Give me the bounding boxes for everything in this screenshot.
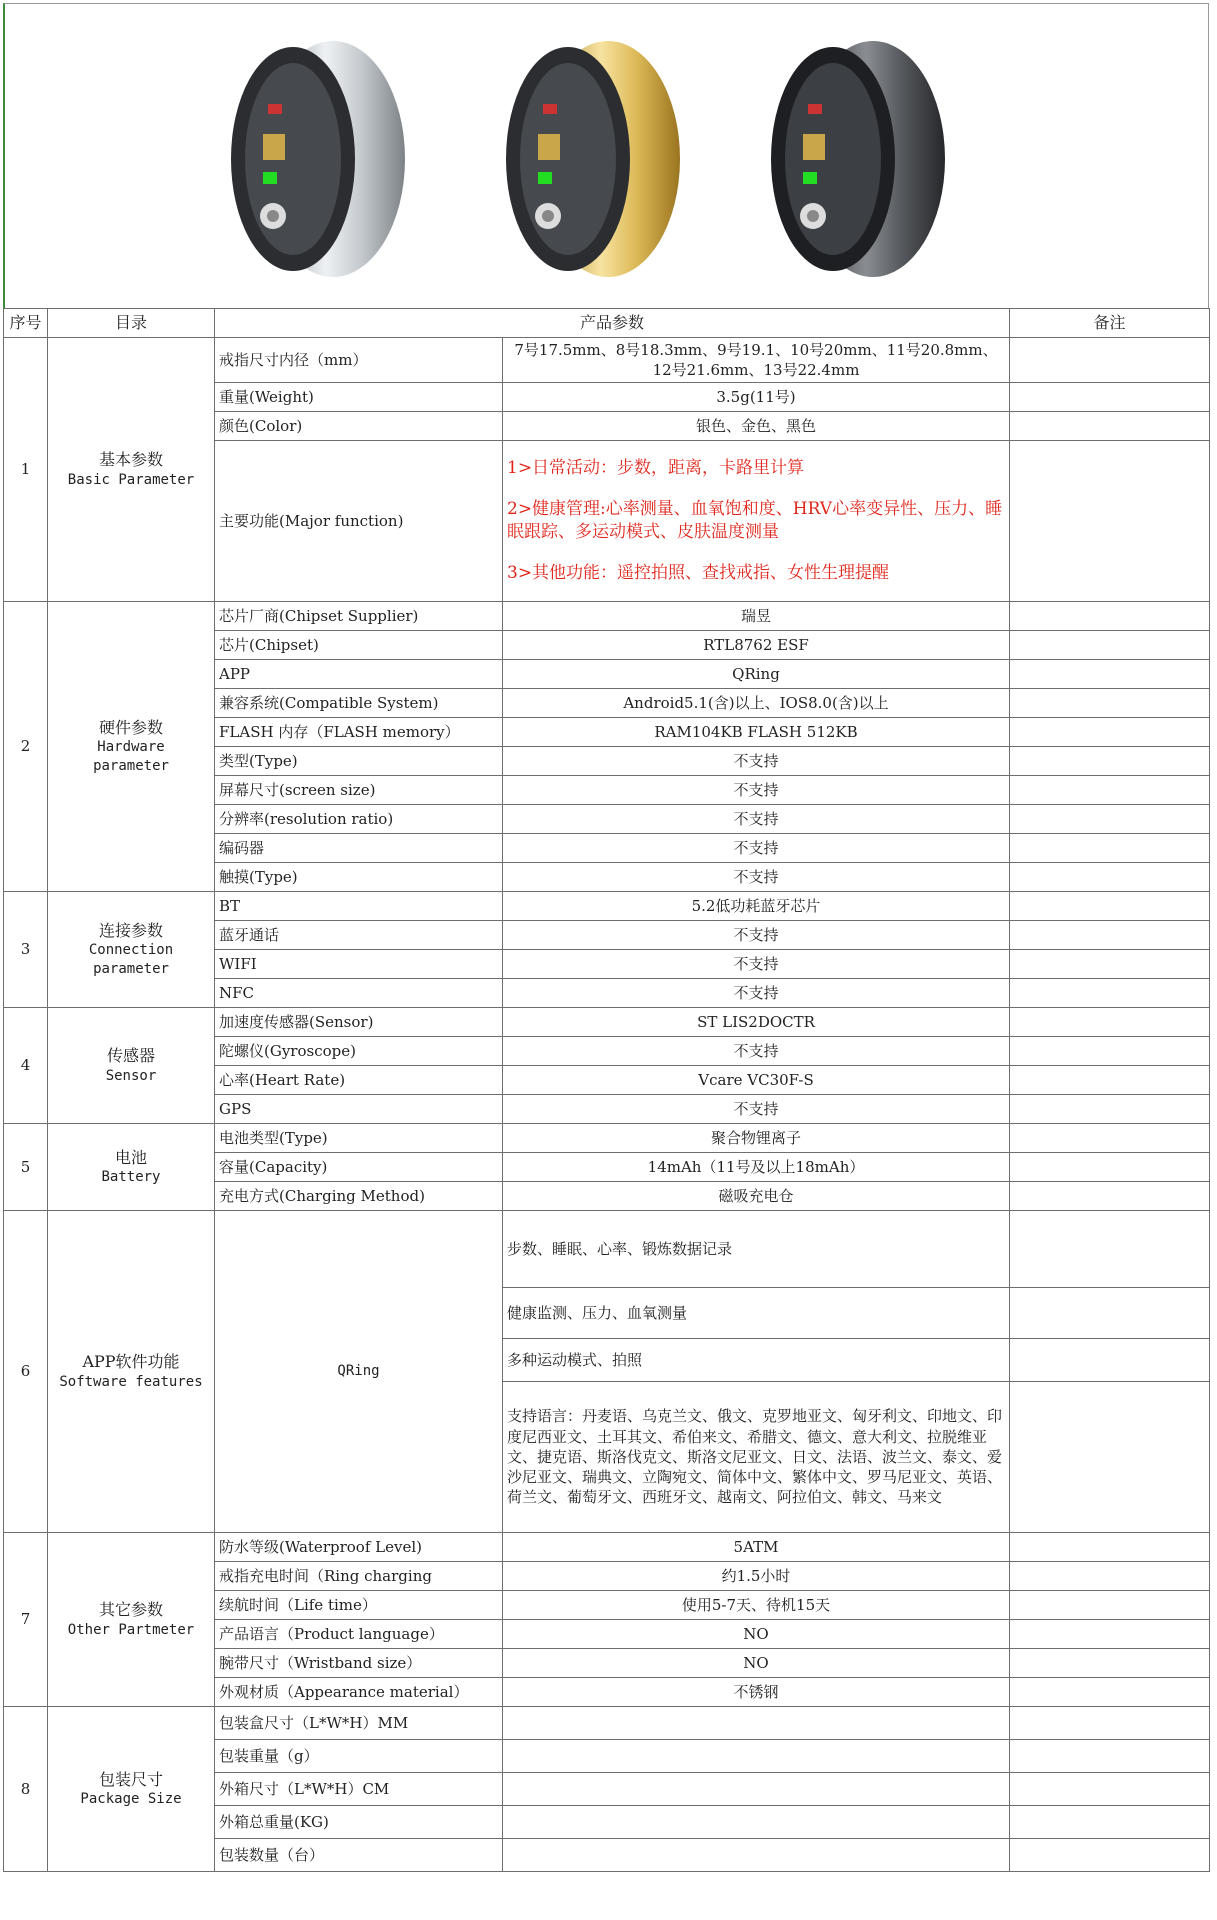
section-number: 1: [4, 338, 48, 602]
remark-cell: [1010, 1288, 1210, 1339]
section-category: [48, 892, 215, 1008]
param-name: 屏幕尺寸(screen size): [215, 776, 503, 805]
param-name: BT: [215, 892, 503, 921]
param-value: [503, 1707, 1010, 1740]
param-name: 加速度传感器(Sensor): [215, 1008, 503, 1037]
category-zh: 连接参数: [98, 920, 163, 940]
major-function-3: 3>其他功能：遥控拍照、查找戒指、女性生理提醒: [507, 562, 890, 583]
table-row: [4, 1533, 1210, 1562]
table-row: [4, 1124, 1210, 1153]
spec-sheet: [3, 3, 1209, 1915]
header-remarks: 备注: [1010, 309, 1210, 338]
remark-cell: [1010, 1124, 1210, 1153]
param-name: 产品语言（Product language）: [215, 1620, 503, 1649]
remark-cell: [1010, 383, 1210, 412]
remark-cell: [1010, 689, 1210, 718]
remark-cell: [1010, 1339, 1210, 1382]
black-ring-image: [763, 34, 948, 284]
param-name: 腕带尺寸（Wristband size）: [215, 1649, 503, 1678]
category-zh: APP软件功能: [82, 1352, 180, 1372]
gold-ring-image: [498, 34, 683, 284]
param-value: 3.5g(11号): [503, 383, 1010, 412]
param-value: 磁吸充电仓: [503, 1182, 1010, 1211]
param-value: 不支持: [503, 834, 1010, 863]
section-category: [48, 1533, 215, 1707]
param-name: 编码器: [215, 834, 503, 863]
category-en: Battery: [101, 1169, 161, 1186]
param-value: Android5.1(含)以上、IOS8.0(含)以上: [503, 689, 1010, 718]
param-name: FLASH 内存（FLASH memory）: [215, 718, 503, 747]
section-category: [48, 1211, 215, 1533]
param-name: 心率(Heart Rate): [215, 1066, 503, 1095]
param-value: 约1.5小时: [503, 1562, 1010, 1591]
param-name: 外箱总重量(KG): [215, 1806, 503, 1839]
param-value: 使用5-7天、待机15天: [503, 1591, 1010, 1620]
param-name: 芯片厂商(Chipset Supplier): [215, 602, 503, 631]
remark-cell: [1010, 441, 1210, 602]
param-value: 不支持: [503, 863, 1010, 892]
param-name: 戒指尺寸内径（mm）: [215, 338, 503, 383]
section-category: [48, 338, 215, 602]
section-category: [48, 1124, 215, 1211]
section-number: 2: [4, 602, 48, 892]
table-row: [4, 1211, 1210, 1288]
param-value: 7号17.5mm、8号18.3mm、9号19.1、10号20mm、11号20.8mm、12号21.6mm、13号22.4mm: [503, 338, 1010, 383]
param-value: [503, 1740, 1010, 1773]
param-name: APP: [215, 660, 503, 689]
category-en: Package Size: [80, 1791, 182, 1808]
remark-cell: [1010, 1153, 1210, 1182]
remark-cell: [1010, 631, 1210, 660]
remark-cell: [1010, 1839, 1210, 1872]
software-feature: 健康监测、压力、血氧测量: [503, 1288, 1010, 1339]
ring-silver-icon: [223, 34, 408, 284]
table-row: [4, 1008, 1210, 1037]
param-value: ST LIS2DOCTR: [503, 1008, 1010, 1037]
param-name: NFC: [215, 979, 503, 1008]
param-value: 不支持: [503, 747, 1010, 776]
remark-cell: [1010, 1533, 1210, 1562]
header-no: 序号: [4, 309, 48, 338]
remark-cell: [1010, 1806, 1210, 1839]
major-function-list: [503, 441, 1010, 602]
param-name: 重量(Weight): [215, 383, 503, 412]
param-value: RAM104KB FLASH 512KB: [503, 718, 1010, 747]
ring-black-icon: [763, 34, 948, 284]
ring-gold-icon: [498, 34, 683, 284]
remark-cell: [1010, 412, 1210, 441]
header-params: 产品参数: [215, 309, 1010, 338]
param-value: [503, 1839, 1010, 1872]
section-category: [48, 602, 215, 892]
section-number: 7: [4, 1533, 48, 1707]
param-value: 14mAh（11号及以上18mAh）: [503, 1153, 1010, 1182]
remark-cell: [1010, 1008, 1210, 1037]
category-zh: 电池: [114, 1147, 147, 1167]
remark-cell: [1010, 921, 1210, 950]
table-row: [4, 892, 1210, 921]
param-name: 包装重量（g）: [215, 1740, 503, 1773]
category-zh: 传感器: [106, 1046, 155, 1066]
remark-cell: [1010, 338, 1210, 383]
remark-cell: [1010, 805, 1210, 834]
category-en: Software features: [59, 1373, 203, 1390]
remark-cell: [1010, 1678, 1210, 1707]
remark-cell: [1010, 1066, 1210, 1095]
remark-cell: [1010, 1707, 1210, 1740]
remark-cell: [1010, 1382, 1210, 1533]
spec-table: [3, 308, 1210, 1872]
software-feature: 多种运动模式、拍照: [503, 1339, 1010, 1382]
header-catalog: 目录: [48, 309, 215, 338]
category-en: Basic Parameter: [67, 471, 195, 488]
section-number: 4: [4, 1008, 48, 1124]
param-value: NO: [503, 1620, 1010, 1649]
param-value: 银色、金色、黑色: [503, 412, 1010, 441]
param-value: 不支持: [503, 776, 1010, 805]
param-name: WIFI: [215, 950, 503, 979]
remark-cell: [1010, 1037, 1210, 1066]
remark-cell: [1010, 776, 1210, 805]
table-row: [4, 338, 1210, 383]
category-en: Connection: [88, 942, 174, 959]
param-value: NO: [503, 1649, 1010, 1678]
category-zh: 硬件参数: [98, 717, 163, 737]
header-row: [4, 309, 1210, 338]
param-name: 触摸(Type): [215, 863, 503, 892]
param-name: 芯片(Chipset): [215, 631, 503, 660]
param-value: Vcare VC30F-S: [503, 1066, 1010, 1095]
category-en-2: parameter: [93, 961, 169, 978]
remark-cell: [1010, 602, 1210, 631]
param-value: 不锈钢: [503, 1678, 1010, 1707]
remark-cell: [1010, 1773, 1210, 1806]
param-value: 不支持: [503, 1095, 1010, 1124]
param-name: 兼容系统(Compatible System): [215, 689, 503, 718]
param-name: 续航时间（Life time）: [215, 1591, 503, 1620]
param-name: 蓝牙通话: [215, 921, 503, 950]
remark-cell: [1010, 1649, 1210, 1678]
remark-cell: [1010, 1211, 1210, 1288]
category-en: Sensor: [105, 1067, 157, 1084]
category-en-2: parameter: [93, 758, 169, 775]
category-zh: 包装尺寸: [98, 1769, 163, 1789]
section-category: [48, 1008, 215, 1124]
param-name: 外观材质（Appearance material）: [215, 1678, 503, 1707]
param-value: 不支持: [503, 1037, 1010, 1066]
section-category: [48, 1707, 215, 1872]
remark-cell: [1010, 718, 1210, 747]
remark-cell: [1010, 834, 1210, 863]
param-value: 不支持: [503, 805, 1010, 834]
remark-cell: [1010, 660, 1210, 689]
supported-languages: 支持语言：丹麦语、乌克兰文、俄文、克罗地亚文、匈牙利文、印地文、印度尼西亚文、土耳其文、希伯来文、希腊文、德文、意大利文、拉脱维亚文、捷克语、斯洛伐克文、斯洛文尼亚文、日文、法语、波兰文、泰文、爱沙尼亚文、瑞典文、立陶宛文、简体中文、繁体中文、罗马尼亚文、英语、荷兰文、葡萄牙文、西班牙文、越南文、阿拉伯文、韩文、马来文: [503, 1382, 1010, 1533]
remark-cell: [1010, 1095, 1210, 1124]
param-name: GPS: [215, 1095, 503, 1124]
param-value: 5.2低功耗蓝牙芯片: [503, 892, 1010, 921]
table-row: [4, 1707, 1210, 1740]
param-value: [503, 1806, 1010, 1839]
param-value: [503, 1773, 1010, 1806]
param-name: 充电方式(Charging Method): [215, 1182, 503, 1211]
param-name: 包装盒尺寸（L*W*H）MM: [215, 1707, 503, 1740]
param-name: 主要功能(Major function): [215, 441, 503, 602]
param-value: 5ATM: [503, 1533, 1010, 1562]
remark-cell: [1010, 1740, 1210, 1773]
major-function-2: 2>健康管理:心率测量、血氧饱和度、HRV心率变异性、压力、睡眠跟踪、多运动模式、皮肤温度测量: [507, 499, 1003, 542]
param-value: 瑞昱: [503, 602, 1010, 631]
param-value: 聚合物锂离子: [503, 1124, 1010, 1153]
major-function-1: 1>日常活动：步数，距离，卡路里计算: [507, 458, 805, 479]
category-zh: 其它参数: [98, 1600, 163, 1620]
remark-cell: [1010, 979, 1210, 1008]
param-name: 陀螺仪(Gyroscope): [215, 1037, 503, 1066]
param-name: 电池类型(Type): [215, 1124, 503, 1153]
remark-cell: [1010, 892, 1210, 921]
param-name: 戒指充电时间（Ring charging: [215, 1562, 503, 1591]
remark-cell: [1010, 1591, 1210, 1620]
param-value: 不支持: [503, 950, 1010, 979]
section-number: 5: [4, 1124, 48, 1211]
table-row: [4, 602, 1210, 631]
category-zh: 基本参数: [98, 450, 163, 470]
product-image-band: [3, 3, 1209, 308]
remark-cell: [1010, 1620, 1210, 1649]
remark-cell: [1010, 1562, 1210, 1591]
param-name: 包装数量（台）: [215, 1839, 503, 1872]
param-name: 外箱尺寸（L*W*H）CM: [215, 1773, 503, 1806]
remark-cell: [1010, 747, 1210, 776]
section-number: 6: [4, 1211, 48, 1533]
param-value: 不支持: [503, 979, 1010, 1008]
software-feature: 步数、睡眠、心率、锻炼数据记录: [503, 1211, 1010, 1288]
param-name: 颜色(Color): [215, 412, 503, 441]
param-name: 类型(Type): [215, 747, 503, 776]
param-name: 分辨率(resolution ratio): [215, 805, 503, 834]
silver-ring-image: [223, 34, 408, 284]
param-value: 不支持: [503, 921, 1010, 950]
section-number: 3: [4, 892, 48, 1008]
remark-cell: [1010, 863, 1210, 892]
category-en: Hardware: [97, 739, 165, 756]
app-name: QRing: [215, 1211, 503, 1533]
param-name: 容量(Capacity): [215, 1153, 503, 1182]
section-number: 8: [4, 1707, 48, 1872]
remark-cell: [1010, 1182, 1210, 1211]
param-value: RTL8762 ESF: [503, 631, 1010, 660]
remark-cell: [1010, 950, 1210, 979]
param-name: 防水等级(Waterproof Level): [215, 1533, 503, 1562]
param-value: QRing: [503, 660, 1010, 689]
category-en: Other Partmeter: [67, 1621, 195, 1638]
